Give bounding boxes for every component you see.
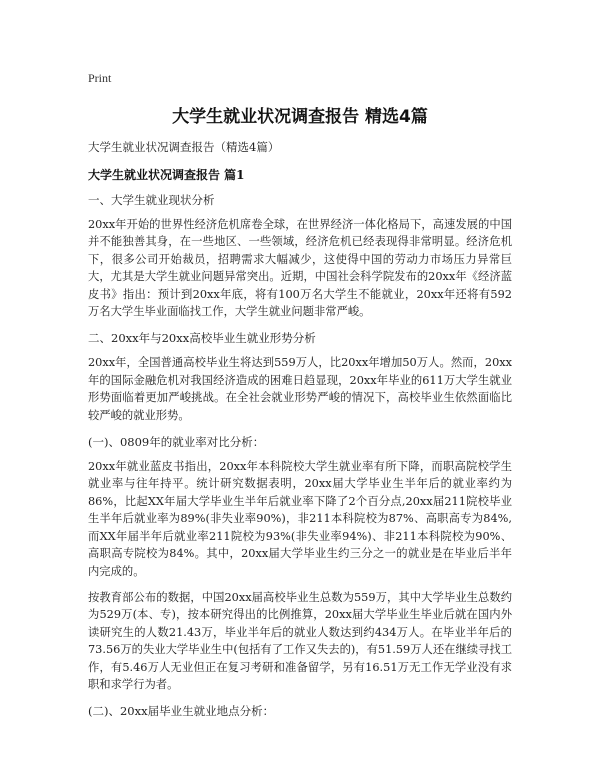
paragraph-employment-status: 20xx年开始的世界性经济危机席卷全球，在世界经济一体化格局下，高速发展的中国并不能独善其身，在一些地区、一些领域，经济危机已经表现得非常明显。经济危机下，很多公司开始裁员，招聘需求大幅减少，这使得中国的劳动力市场压力异常巨大，尤其是大学生就业问题异常突出。近期，中国社会科学院发布的20xx年《经济蓝皮书》指出：预计到20xx年底，将有100万名大学生不能就业，20xx年还将有592万名大学生毕业面临找工作，大学生就业问题非常严峻。 xyxy=(88,218,512,319)
section-title: 大学生就业状况调查报告 篇1 xyxy=(88,168,245,182)
document-title: 大学生就业状况调查报告 精选4篇 xyxy=(172,107,428,127)
heading-employment-status: 一、大学生就业现状分析 xyxy=(88,193,215,207)
paragraph-employment-situation: 20xx年，全国普通高校毕业生将达到559万人，比20xx年增加50万人。然而，20xx年的国际金融危机对我国经济造成的困难日趋显现，20xx年毕业的611万大学生就业形势面临着更加严峻挑战。在全社会就业形势严峻的情况下，高校毕业生依然面临比较严峻的就业形势。 xyxy=(88,356,512,422)
heading-employment-rate-comparison: (一)、0809年的就业率对比分析： xyxy=(88,435,265,450)
paragraph-graduate-statistics: 按教育部公布的数据，中国20xx届高校毕业生总数为559万，其中大学毕业生总数约为529万(本、专)，按本研究得出的比例推算，20xx届大学毕业生毕业后就在国内外读研究生的人数21.43万，毕业半年后的就业人数达到约434万人。在毕业半年后的73.56万的失业大学毕业生中(包括有了工作又失去的)，有51.59万人还在继续寻找工作，有5.46万人无业但正在复习考研和准备留学，另有16.51万无工作无学业没有求职和求学行为者。 xyxy=(88,590,512,691)
print-link[interactable]: Print xyxy=(88,71,112,85)
heading-employment-location: (二)、20xx届毕业生就业地点分析： xyxy=(88,704,275,719)
heading-employment-situation: 二、20xx年与20xx高校毕业生就业形势分析 xyxy=(88,331,316,346)
paragraph-employment-rate: 20xx年就业蓝皮书指出，20xx年本科院校大学生就业率有所下降，而职高院校学生就业率与往年持平。统计研究数据表明，20xx届大学毕业生半年后的就业率约为86%，比起XX年届大学毕业生半年后就业率下降了2个百分点,20xx届211院校毕业生半年后就业率为89%(非失业率90%)，非211本科院校为87%、高职高专为84%,而XX年届半年后就业率211院校为93%(非失业率94%)、非211本科院校为90%、高职高专院校为84%。其中，20xx届大学毕业生约三分之一的就业是在毕业后半年内完成的。 xyxy=(88,460,512,578)
document-subtitle: 大学生就业状况调查报告（精选4篇） xyxy=(88,140,280,154)
